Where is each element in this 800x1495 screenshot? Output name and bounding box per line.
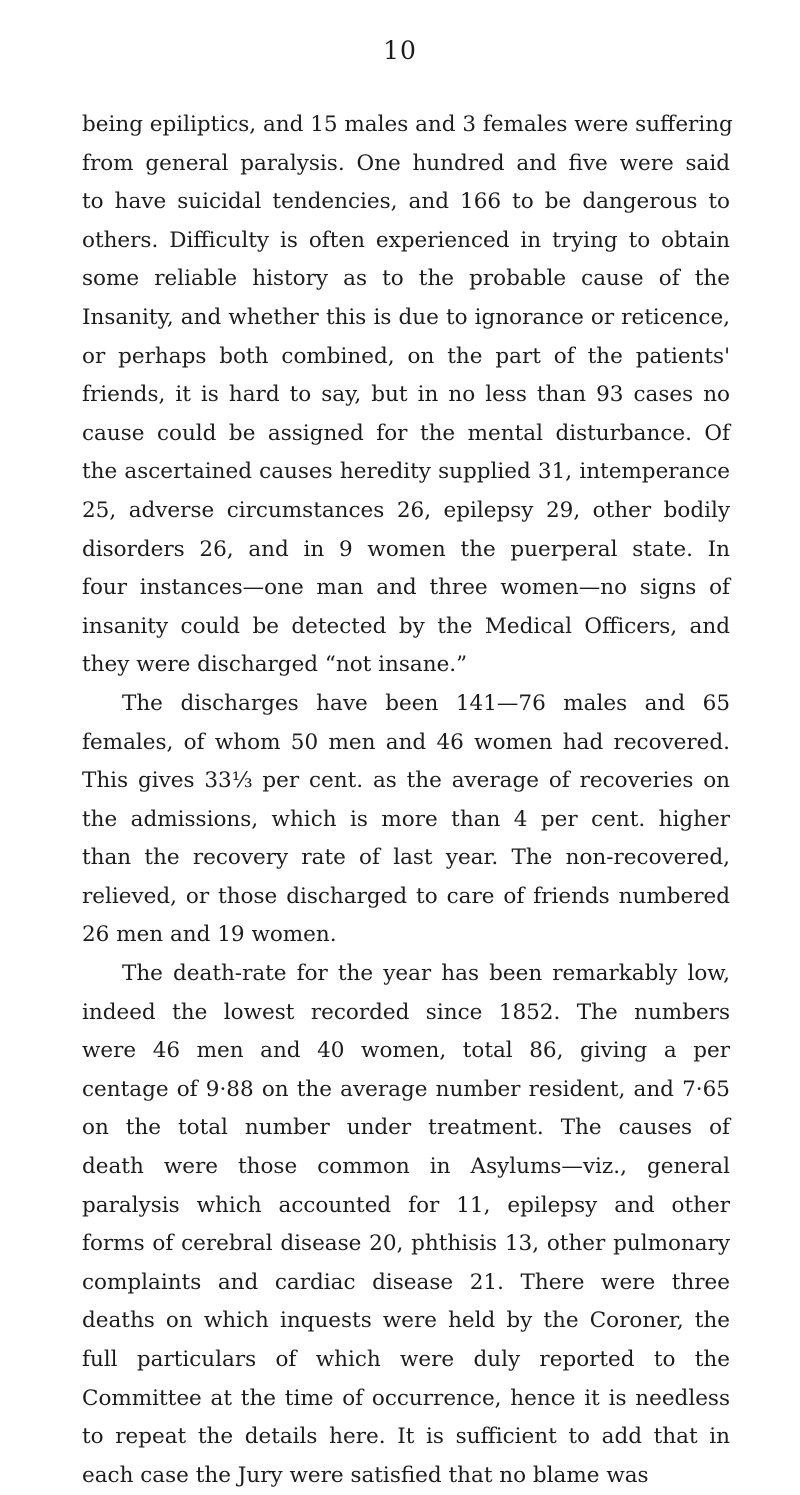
text-line: than the recovery rate of last year. The non-recovered, [82,845,730,871]
text-line: some reliable history as to the probable cause of the [82,266,730,292]
text-line: each case the Jury were satisfied that no blame was [82,1462,649,1488]
text-line: four instances—one man and three women—no signs of [82,575,730,601]
text-line: disorders 26, and in 9 women the puerperal state. In [82,536,730,562]
text-line: the ascertained causes heredity supplied 31, intemperance [82,459,730,485]
text-line: the admissions, which is more than 4 per cent. higher [82,806,730,832]
page-number: 10 [383,36,417,65]
text-line: 25, adverse circumstances 26, epilepsy 29, other bodily [82,497,730,523]
body-text [82,106,733,1495]
text-line: they were discharged “not insane.” [82,652,468,678]
text-line: death were those common in Asylums—viz., general [82,1154,730,1180]
text-line: to repeat the details here. It is sufficient to add that in [82,1424,730,1450]
text-line: on the total number under treatment. The causes of [82,1115,730,1141]
text-line: relieved, or those discharged to care of friends numbered [82,883,730,909]
text-line: This gives 33⅓ per cent. as the average of recoveries on [82,768,730,794]
paragraph-start-line: The death-rate for the year has been remarkably low, [122,961,730,987]
text-line: to have suicidal tendencies, and 166 to be dangerous to [82,189,730,215]
text-line: Committee at the time of occurrence, hence it is needless [82,1385,730,1411]
text-line: friends, it is hard to say, but in no less than 93 cases no [82,382,730,408]
text-line: complaints and cardiac disease 21. There were three [82,1269,730,1295]
text-line: being epiliptics, and 15 males and 3 females were suffering [82,112,733,137]
text-line: from general paralysis. One hundred and five were said [82,150,730,176]
text-line: females, of whom 50 men and 46 women had recovered. [82,729,730,755]
text-line: others. Difficulty is often experienced in trying to obtain [82,227,730,253]
text-line: paralysis which accounted for 11, epilepsy and other [82,1192,730,1218]
text-line: forms of cerebral disease 20, phthisis 13, other pulmonary [82,1231,730,1257]
text-line: insanity could be detected by the Medical Officers, and [82,613,730,639]
text-line: centage of 9·88 on the average number resident, and 7·65 [82,1076,730,1102]
text-line: full particulars of which were duly reported to the [82,1347,730,1372]
text-line: deaths on which inquests were held by the Coroner, the [82,1308,730,1334]
text-line: or perhaps both combined, on the part of the patients' [82,343,730,369]
text-line: Insanity, and whether this is due to ignorance or reticence, [82,304,730,330]
text-line: cause could be assigned for the mental disturbance. Of [82,420,730,446]
text-line: were 46 men and 40 women, total 86, giving a per [82,1038,730,1064]
text-line: indeed the lowest recorded since 1852. The numbers [82,999,730,1025]
paragraph-start-line: The discharges have been 141—76 males and 65 [122,690,730,716]
text-line: 26 men and 19 women. [82,922,337,948]
